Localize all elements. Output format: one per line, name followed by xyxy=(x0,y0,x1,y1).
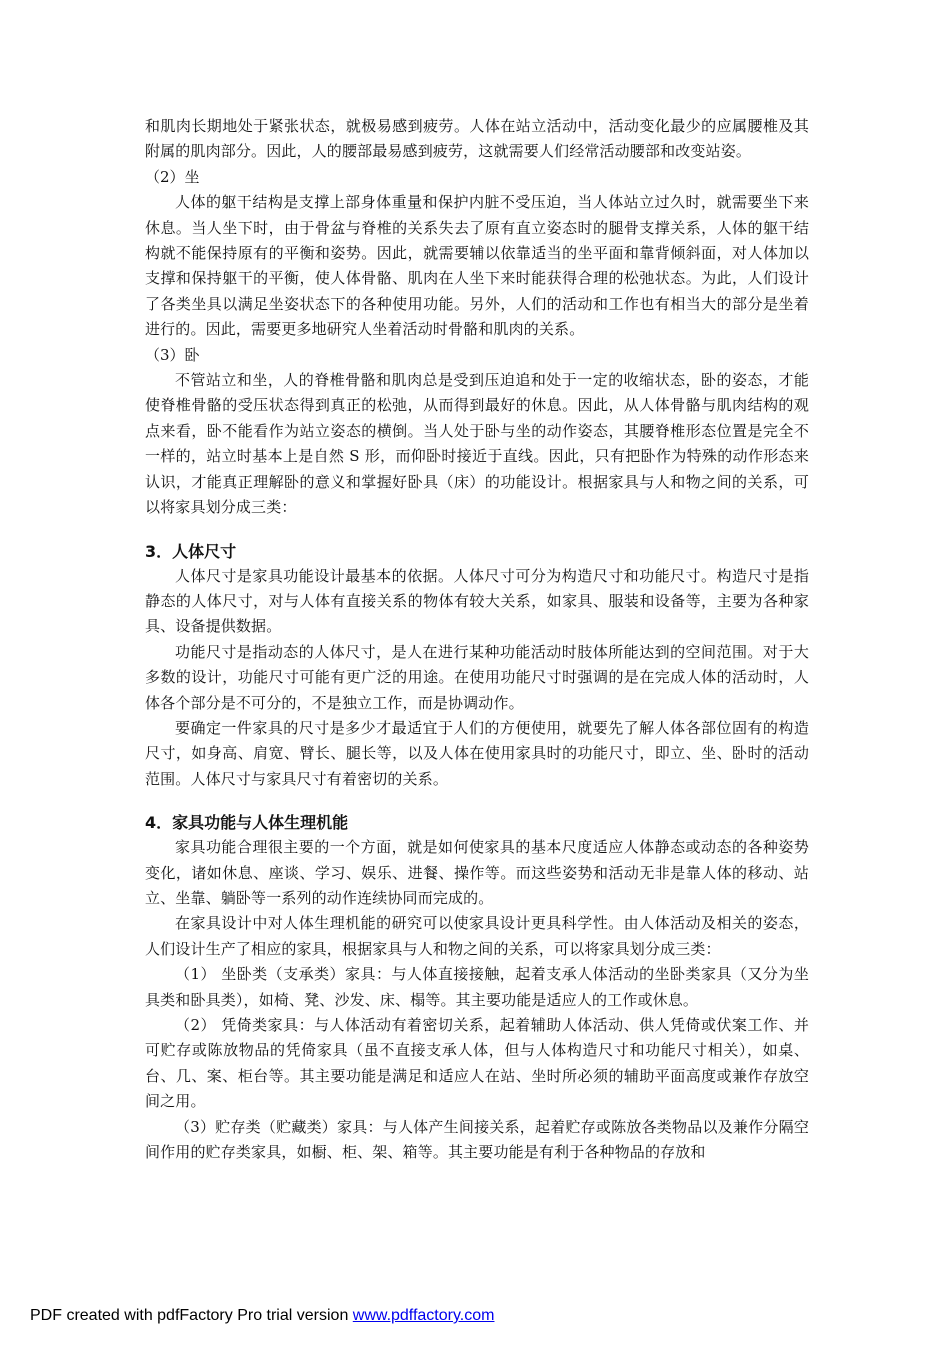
list-item-storage-furniture: （3）贮存类（贮藏类）家具：与人体产生间接关系，起着贮存或陈放各类物品以及兼作分隔空间作用的贮存类家具，如橱、柜、架、箱等。其主要功能是有利于各种物品的存放和 xyxy=(145,1117,809,1162)
footer-link[interactable]: www.pdffactory.com xyxy=(352,1307,495,1324)
section-heading-body-dimensions: 3．人体尺寸 xyxy=(145,541,237,561)
pdf-footer xyxy=(30,1307,494,1325)
list-item-sitting-lying-furniture: （1） 坐卧类（支承类）家具：与人体直接接触，起着支承人体活动的坐卧类家具（又分为坐具类和卧具类），如椅、凳、沙发、床、榻等。其主要功能是适应人的工作或休息。 xyxy=(145,965,809,1009)
paragraph-sitting: 人体的躯干结构是支撑上部身体重量和保护内脏不受压迫，当人体站立过久时，就需要坐下来休息。当人坐下时，由于骨盆与脊椎的关系失去了原有直立姿态时的腿骨支撑关系，人体的躯干结构就不能保持原有的平衡和姿势。因此，就需要辅以依靠适当的坐平面和靠背倾斜面，对人体加以支撑和保持躯干的平衡，使人体骨骼、肌肉在人坐下来时能获得合理的松弛状态。为此，人们设计了各类坐具以满足坐姿状态下的各种使用功能。另外，人们的活动和工作也有相当大的部分是坐着进行的。因此，需要更多地研究人坐着活动时骨骼和肌肉的关系。 xyxy=(145,193,809,339)
footer-text: PDF created with pdfFactory Pro trial version xyxy=(30,1307,353,1324)
section-heading-furniture-function: 4．家具功能与人体生理机能 xyxy=(145,813,349,833)
document-page xyxy=(145,114,809,1165)
list-item-leaning-furniture: （2） 凭倚类家具：与人体活动有着密切关系，起着辅助人体活动、供人凭倚或伏案工作、并可贮存或陈放物品的凭倚家具（虽不直接支承人体，但与人体构造尺寸和功能尺寸相关），如桌、台、几、案、柜台等。其主要功能是满足和适应人在站、坐时所必须的辅助平面高度或兼作存放空间之用。 xyxy=(145,1016,809,1111)
paragraph-furniture-function-2: 在家具设计中对人体生理机能的研究可以使家具设计更具科学性。由人体活动及相关的姿态，人们设计生产了相应的家具，根据家具与人和物之间的关系，可以将家具划分成三类： xyxy=(145,914,809,958)
paragraph-body-dimensions-1: 人体尺寸是家具功能设计最基本的依据。人体尺寸可分为构造尺寸和功能尺寸。构造尺寸是指静态的人体尺寸，对与人体有直接关系的物体有较大关系，如家具、服装和设备等，主要为各种家具、设备提供数据。 xyxy=(145,566,809,636)
paragraph-body-dimensions-3: 要确定一件家具的尺寸是多少才最适宜于人们的方便使用，就要先了解人体各部位固有的构造尺寸，如身高、肩宽、臂长、腿长等，以及人体在使用家具时的功能尺寸，即立、坐、卧时的活动范围。人体尺寸与家具尺寸有着密切的关系。 xyxy=(145,718,809,788)
subheading-lying: （3）卧 xyxy=(145,345,200,364)
paragraph-standing-continued: 和肌肉长期地处于紧张状态，就极易感到疲劳。人体在站立活动中，活动变化最少的应属腰椎及其附属的肌肉部分。因此，人的腰部最易感到疲劳，这就需要人们经常活动腰部和改变站姿。 xyxy=(145,117,809,161)
paragraph-furniture-function-1: 家具功能合理很主要的一个方面，就是如何使家具的基本尺度适应人体静态或动态的各种姿势变化，诸如休息、座谈、学习、娱乐、进餐、操作等。而这些姿势和活动无非是靠人体的移动、站立、坐靠、躺卧等一系列的动作连续协同而完成的。 xyxy=(145,838,809,907)
paragraph-lying: 不管站立和坐，人的脊椎骨骼和肌肉总是受到压迫追和处于一定的收缩状态，卧的姿态，才能使脊椎骨骼的受压状态得到真正的松弛，从而得到最好的休息。因此，从人体骨骼与肌肉结构的观点来看，卧不能看作为站立姿态的横倒。当人处于卧与坐的动作姿态，其腰脊椎形态位置是完全不一样的，站立时基本上是自然 S 形，而仰卧时接近于直线。因此，只有把卧作为特殊的动作形态来认识，才能真正理解卧的意义和掌握好卧具（床）的功能设计。根据家具与人和物之间的关系，可以将家具划分成三类： xyxy=(145,371,809,517)
paragraph-body-dimensions-2: 功能尺寸是指动态的人体尺寸，是人在进行某种功能活动时肢体所能达到的空间范围。对于大多数的设计，功能尺寸可能有更广泛的用途。在使用功能尺寸时强调的是在完成人体的活动时，人体各个部分是不可分的，不是独立工作，而是协调动作。 xyxy=(145,642,809,712)
subheading-sitting: （2）坐 xyxy=(145,167,200,186)
